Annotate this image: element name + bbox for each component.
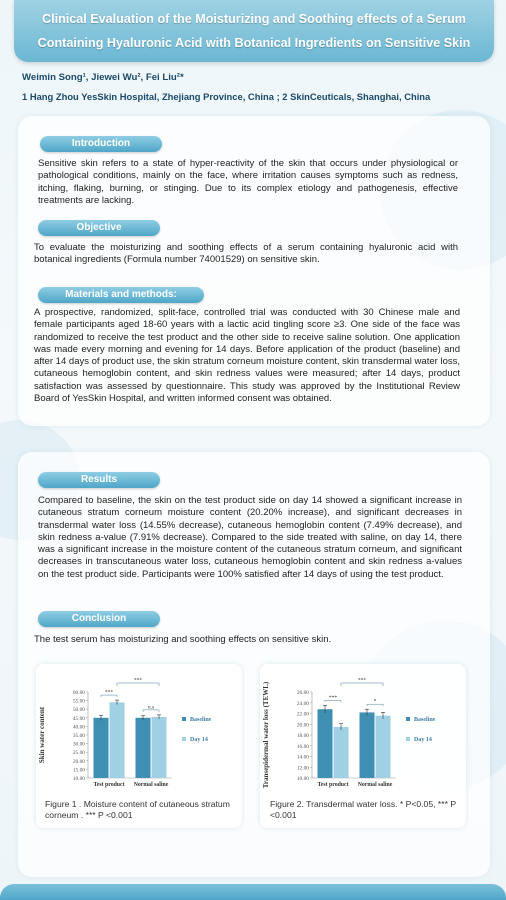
objective-heading: Objective <box>38 220 160 236</box>
significance-label: *** <box>357 677 367 684</box>
y-tick-label: 55.00 <box>72 698 85 705</box>
x-tick-label: Normal saline <box>357 782 393 788</box>
y-tick-label: 40.00 <box>72 724 85 731</box>
y-tick-label: 10.00 <box>72 776 85 782</box>
methods-text: A prospective, randomized, split-face, controlled trial was conducted with 30 Chinese male and female participants aged 18-60 years with a lactic acid tingling score ≥3. One side of the face was randomized to receive the test product and the other side to receive saline solution. One application was made every morning and evening for 14 days. Before application of the product (baseline) and after 14 days of product use, the skin stratum corneum moisture content, skin transdermal water loss, cutaneous hemoglobin content, and skin redness values were measured; after 14 days, product satisfaction was assessed by questionnaire. This study was approved by the Institutional Review Board of YesSkin Hospital, and written informed consent was obtained. <box>34 307 460 405</box>
figure-2-chart <box>260 670 466 794</box>
y-tick-label: 10.00 <box>296 776 309 782</box>
legend-label: Baseline <box>190 717 212 723</box>
title-line-2: Containing Hyaluronic Acid with Botanical Ingredients on Sensitive Skin <box>37 36 471 50</box>
legend-label: Day 14 <box>414 737 432 743</box>
affiliations: 1 Hang Zhou YesSkin Hospital, Zhejiang Province, China ; 2 SkinCeuticals, Shanghai, China <box>22 91 431 102</box>
y-tick-label: 50.00 <box>72 707 85 714</box>
y-tick-label: 20.00 <box>72 758 85 765</box>
bar <box>152 717 167 778</box>
introduction-heading: Introduction <box>40 136 162 152</box>
bar <box>94 718 109 778</box>
y-tick-label: 26.00 <box>296 690 309 696</box>
bar <box>360 712 375 778</box>
y-tick-label: 15.00 <box>72 767 85 774</box>
conclusion-heading: Conclusion <box>38 611 160 627</box>
legend-swatch <box>406 717 410 721</box>
legend-label: Baseline <box>414 717 436 723</box>
y-tick-label: 35.00 <box>72 733 85 739</box>
conclusion-text: The test serum has moisturizing and soothing effects on sensitive skin. <box>34 634 332 645</box>
bar <box>136 718 151 778</box>
bar <box>334 727 349 778</box>
legend-swatch <box>182 717 186 721</box>
figure-1-caption: Figure 1 . Moisture content of cutaneous stratum corneum . *** P <0.001 <box>45 799 230 820</box>
figure-1-chart <box>36 670 242 794</box>
figure-2-caption: Figure 2. Transdermal water loss. * P<0.05, *** P <0.001 <box>270 799 456 820</box>
methods-heading: Materials and methods: <box>38 287 204 303</box>
legend-swatch <box>406 737 410 741</box>
significance-label: *** <box>104 689 114 696</box>
title-banner <box>14 0 494 62</box>
y-tick-label: 20.00 <box>296 722 309 729</box>
legend-label: Day 14 <box>190 737 208 743</box>
y-tick-label: 45.00 <box>72 715 85 722</box>
title-line-1: Clinical Evaluation of the Moisturizing and Soothing effects of a Serum <box>41 12 467 26</box>
results-heading: Results <box>38 472 160 488</box>
y-tick-label: 18.00 <box>296 733 309 739</box>
bottom-bar <box>0 884 506 900</box>
x-tick-label: Normal saline <box>133 782 169 788</box>
bar <box>376 716 391 778</box>
y-tick-label: 12.00 <box>296 765 309 772</box>
introduction-text: Sensitive skin refers to a state of hyper-reactivity of the skin that occurs under physiological or pathological conditions, mainly on the face, where irritation causes symptoms such as redness, itching, flaking, burning, or stinging. Due to its complex etiology and pathogenesis, effective treatments are lacking. <box>38 158 458 206</box>
significance-label: *** <box>328 694 338 701</box>
y-tick-label: 16.00 <box>296 743 309 750</box>
significance-label: * <box>373 698 377 705</box>
y-axis-label: Transepidermal water loss (TEWL) <box>262 681 270 789</box>
y-tick-label: 30.00 <box>72 741 85 748</box>
objective-text: To evaluate the moisturizing and soothing effects of a serum containing hyaluronic acid with botanical ingredients (Formula number 74001529) on sensitive skin. <box>34 242 458 266</box>
legend-swatch <box>182 737 186 741</box>
results-text: Compared to baseline, the skin on the test product side on day 14 showed a significant increase in cutaneous stratum corneum moisture content (20.20% increase), and significant decreases in transdermal water loss (14.55% decrease), cutaneous hemoglobin content (7.49% decrease), and skin redness a-value (7.91% decrease). Compared to the side treated with saline, on day 14, there was a significant increase in the moisture content of the cutaneous stratum corneum, and significant decreases in transcutaneous water loss, cutaneous hemoglobin content and skin redness a-values on the test product side. Participants were 100% satisfied after 14 days of using the test product. <box>38 495 462 580</box>
y-tick-label: 14.00 <box>296 754 309 761</box>
y-tick-label: 25.00 <box>72 750 85 757</box>
significance-label: *** <box>133 677 143 684</box>
significance-label: n.s <box>147 704 155 711</box>
y-axis-label: Skin water content <box>38 706 46 764</box>
bar <box>110 702 125 778</box>
bar <box>318 709 333 778</box>
authors: Weimin Song¹, Jiewei Wu², Fei Liu²* <box>22 72 184 83</box>
x-tick-label: Test product <box>93 782 125 788</box>
x-tick-label: Test product <box>317 782 349 788</box>
y-tick-label: 24.00 <box>296 700 309 707</box>
y-tick-label: 22.00 <box>296 711 309 718</box>
y-tick-label: 60.00 <box>72 690 85 696</box>
